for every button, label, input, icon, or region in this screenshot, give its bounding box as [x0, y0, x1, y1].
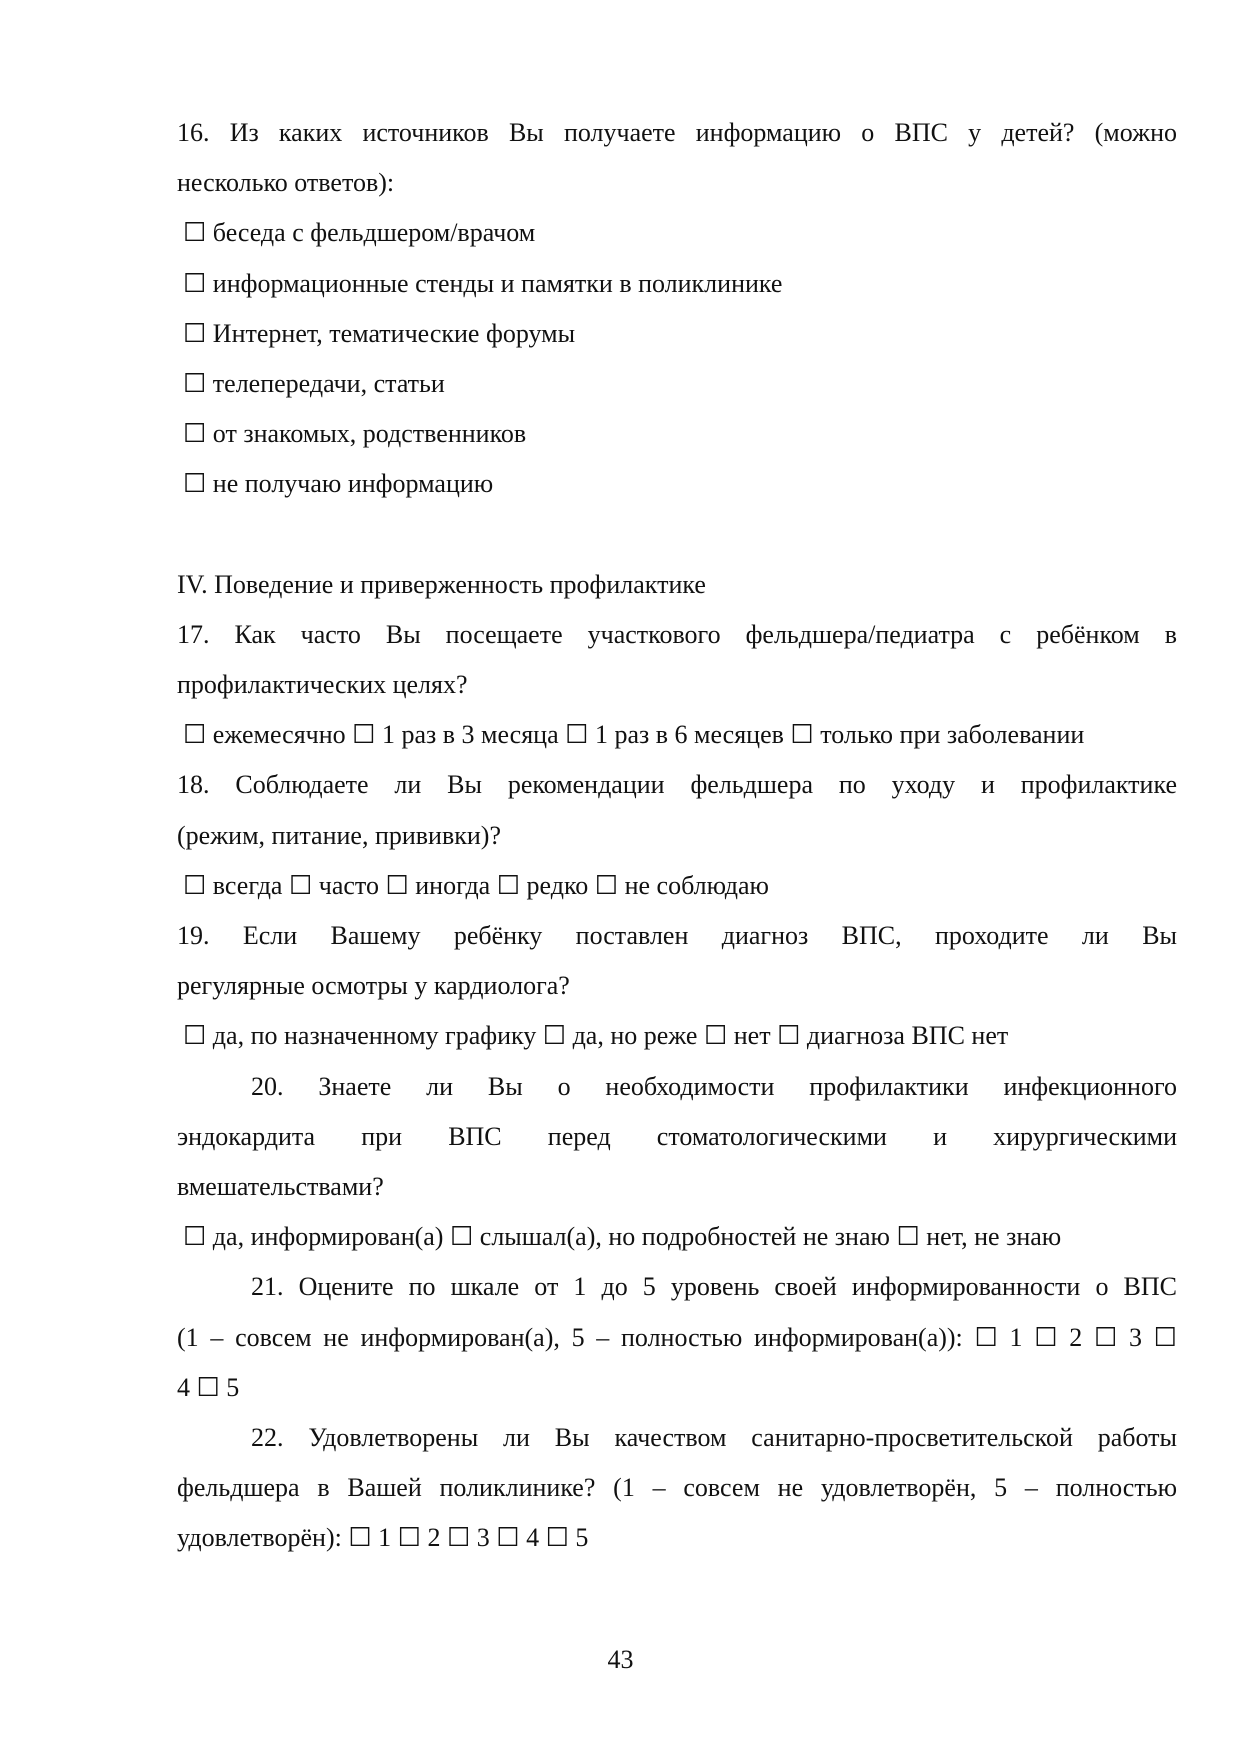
question-21-text-line-2: (1 – совсем не информирован(а), 5 – полностью информирован(а)): ☐ 1 ☐ 2 ☐ 3 ☐	[177, 1322, 1177, 1352]
question-18	[177, 760, 1177, 911]
question-22-text-line-2: фельдшера в Вашей поликлинике? (1 – совсем не удовлетворён, 5 – полностью	[177, 1473, 1177, 1503]
question-16-option-3: ☐ Интернет, тематические форумы	[183, 318, 576, 348]
question-17-text-line-2: профилактических целях?	[177, 670, 468, 700]
question-16-option-2: ☐ информационные стенды и памятки в поликлинике	[183, 268, 783, 298]
question-20-text-line-1: 20. Знаете ли Вы о необходимости профилактики инфекционного	[251, 1071, 1177, 1101]
question-20-text-line-2: эндокардита при ВПС перед стоматологическими и хирургическими	[177, 1121, 1177, 1151]
question-22-text-line-1: 22. Удовлетворены ли Вы качеством санитарно-просветительской работы	[251, 1422, 1177, 1452]
question-16-option-4: ☐ телепередачи, статьи	[183, 368, 445, 398]
question-19-text-line-2: регулярные осмотры у кардиолога?	[177, 971, 570, 1001]
question-19-text-line-1: 19. Если Вашему ребёнку поставлен диагноз ВПС, проходите ли Вы	[177, 921, 1177, 950]
question-18-options: ☐ всегда ☐ часто ☐ иногда ☐ редко ☐ не соблюдаю	[183, 870, 769, 900]
question-16-text-line-2: несколько ответов):	[177, 168, 395, 198]
question-18-text-line-1: 18. Соблюдаете ли Вы рекомендации фельдшера по уходу и профилактике	[177, 770, 1177, 800]
question-20-text-line-3: вмешательствами?	[177, 1171, 384, 1201]
question-17-options: ☐ ежемесячно ☐ 1 раз в 3 месяца ☐ 1 раз в 6 месяцев ☐ только при заболевании	[183, 720, 1085, 750]
section-spacer	[177, 510, 1177, 560]
question-22	[177, 1413, 1177, 1564]
question-17-text-line-1: 17. Как часто Вы посещаете участкового фельдшера/педиатра с ребёнком в	[177, 619, 1177, 649]
question-16-option-1: ☐ беседа с фельдшером/врачом	[183, 218, 536, 248]
question-19	[177, 911, 1177, 1062]
question-16-option-5: ☐ от знакомых, родственников	[183, 419, 527, 449]
question-19-options: ☐ да, по назначенному графику ☐ да, но реже ☐ нет ☐ диагноза ВПС нет	[183, 1021, 1009, 1051]
question-16	[177, 108, 1177, 510]
question-21-text-line-1: 21. Оцените по шкале от 1 до 5 уровень своей информированности о ВПС	[251, 1272, 1177, 1302]
page-number: 43	[607, 1645, 634, 1674]
question-21	[177, 1262, 1177, 1413]
question-18-text-line-2: (режим, питание, прививки)?	[177, 820, 501, 850]
question-20	[177, 1062, 1177, 1263]
document-page	[177, 108, 1177, 1563]
question-22-text-line-3: удовлетворён): ☐ 1 ☐ 2 ☐ 3 ☐ 4 ☐ 5	[177, 1523, 589, 1553]
section-title: IV. Поведение и приверженность профилактике	[177, 569, 706, 599]
question-16-option-6: ☐ не получаю информацию	[183, 469, 494, 499]
question-16-text-line-1: 16. Из каких источников Вы получаете информацию о ВПС у детей? (можно	[177, 118, 1177, 147]
question-17	[177, 610, 1177, 761]
question-20-options: ☐ да, информирован(а) ☐ слышал(а), но подробностей не знаю ☐ нет, не знаю	[183, 1222, 1062, 1252]
question-21-text-line-3: 4 ☐ 5	[177, 1372, 240, 1402]
